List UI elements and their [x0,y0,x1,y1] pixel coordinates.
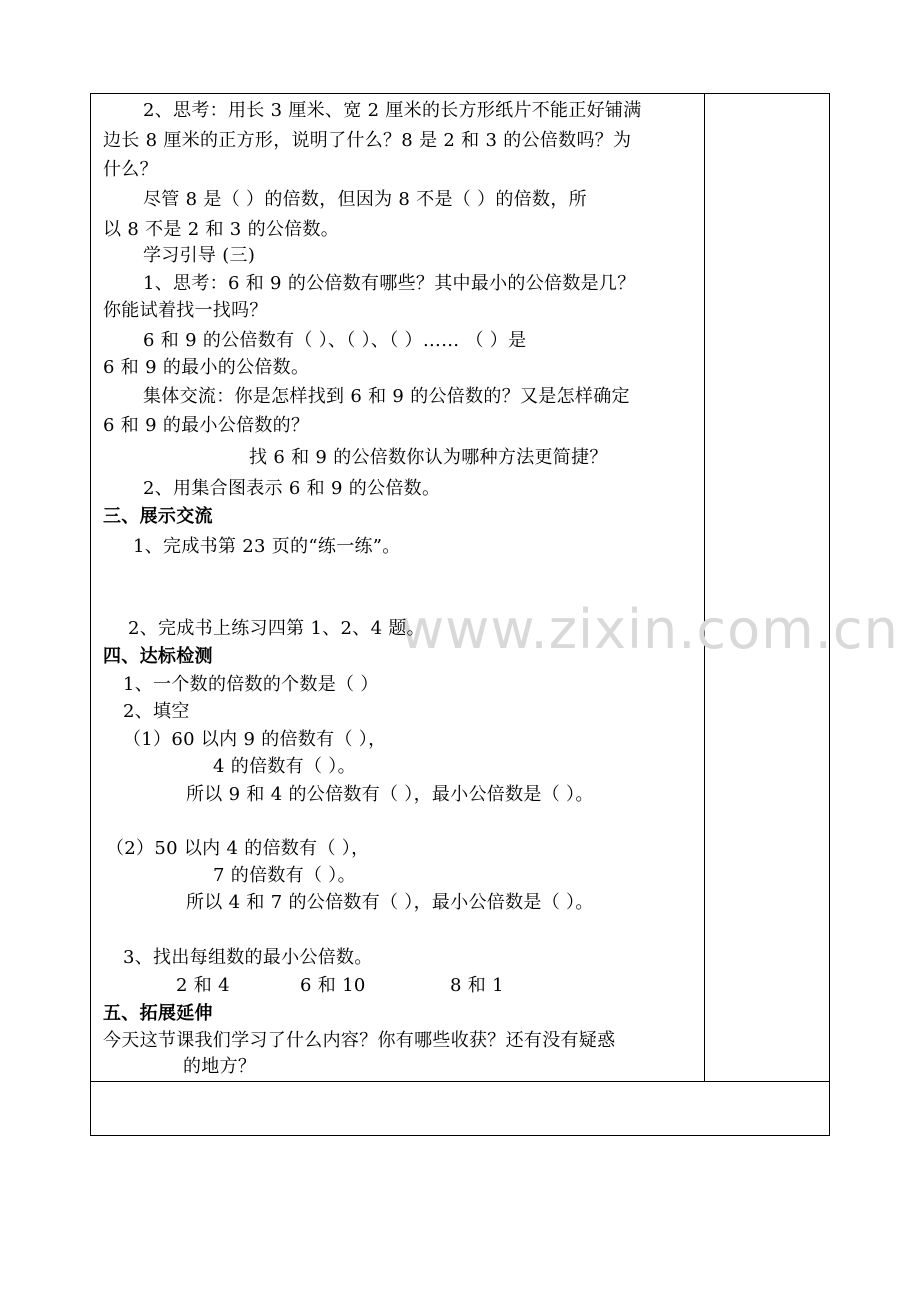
text-line: 所以 4 和 7 的公倍数有（ ），最小公倍数是（ ）。 [186,892,594,913]
section-subheading: 学习引导 (三) [143,245,256,266]
text-line: （1）60 以内 9 的倍数有（ ）， [123,729,387,750]
number-pair: 6 和 10 [300,975,366,996]
number-pair: 2 和 4 [176,975,230,996]
text-line: 2、完成书上练习四第 1、2、4 题。 [128,618,425,639]
text-line: 6 和 9 的最小公倍数的？ [103,415,310,436]
text-line: 今天这节课我们学习了什么内容？你有哪些收获？还有没有疑惑 [103,1030,616,1051]
text-line: 2、思考：用长 3 厘米、宽 2 厘米的长方形纸片不能正好铺满 [143,100,642,121]
watermark: www.zixin.com.cn [400,598,899,661]
text-line: 2、用集合图表示 6 和 9 的公倍数。 [143,478,441,499]
text-line: 3、找出每组数的最小公倍数。 [123,947,373,968]
text-line: 4 的倍数有（ ）。 [213,756,356,777]
text-line: 7 的倍数有（ ）。 [213,865,356,886]
section-heading: 四、达标检测 [103,646,213,667]
text-line: 边长 8 厘米的正方形，说明了什么？8 是 2 和 3 的公倍数吗？为 [103,130,632,151]
section-heading: 三、展示交流 [103,506,213,527]
text-line: 尽管 8 是（ ）的倍数，但因为 8 不是（ ）的倍数，所 [143,189,587,210]
text-line: 什么？ [103,159,158,180]
text-line: 2、填空 [123,701,190,722]
text-line: 以 8 不是 2 和 3 的公倍数。 [103,219,340,240]
text-line: 6 和 9 的最小的公倍数。 [103,357,310,378]
text-line: 的地方？ [183,1056,257,1077]
text-line: 集体交流：你是怎样找到 6 和 9 的公倍数的？又是怎样确定 [143,386,630,407]
text-line: 1、完成书第 23 页的“练一练”。 [133,536,401,557]
text-line: 1、思考：6 和 9 的公倍数有哪些？其中最小的公倍数是几？ [143,273,636,294]
text-line: （2）50 以内 4 的倍数有（ ）， [106,838,370,859]
text-line: 所以 9 和 4 的公倍数有（ ），最小公倍数是（ ）。 [186,784,594,805]
section-heading: 五、拓展延伸 [103,1003,213,1024]
text-line: 找 6 和 9 的公倍数你认为哪种方法更简捷？ [249,447,608,468]
text-line: 1、一个数的倍数的个数是（ ） [123,674,379,695]
row-divider [91,1081,829,1082]
column-divider [704,94,705,1081]
text-line: 6 和 9 的公倍数有（ ）、（ ）、（ ）…… （ ）是 [143,330,527,351]
number-pair: 8 和 1 [450,975,504,996]
text-line: 你能试着找一找吗？ [103,300,268,321]
